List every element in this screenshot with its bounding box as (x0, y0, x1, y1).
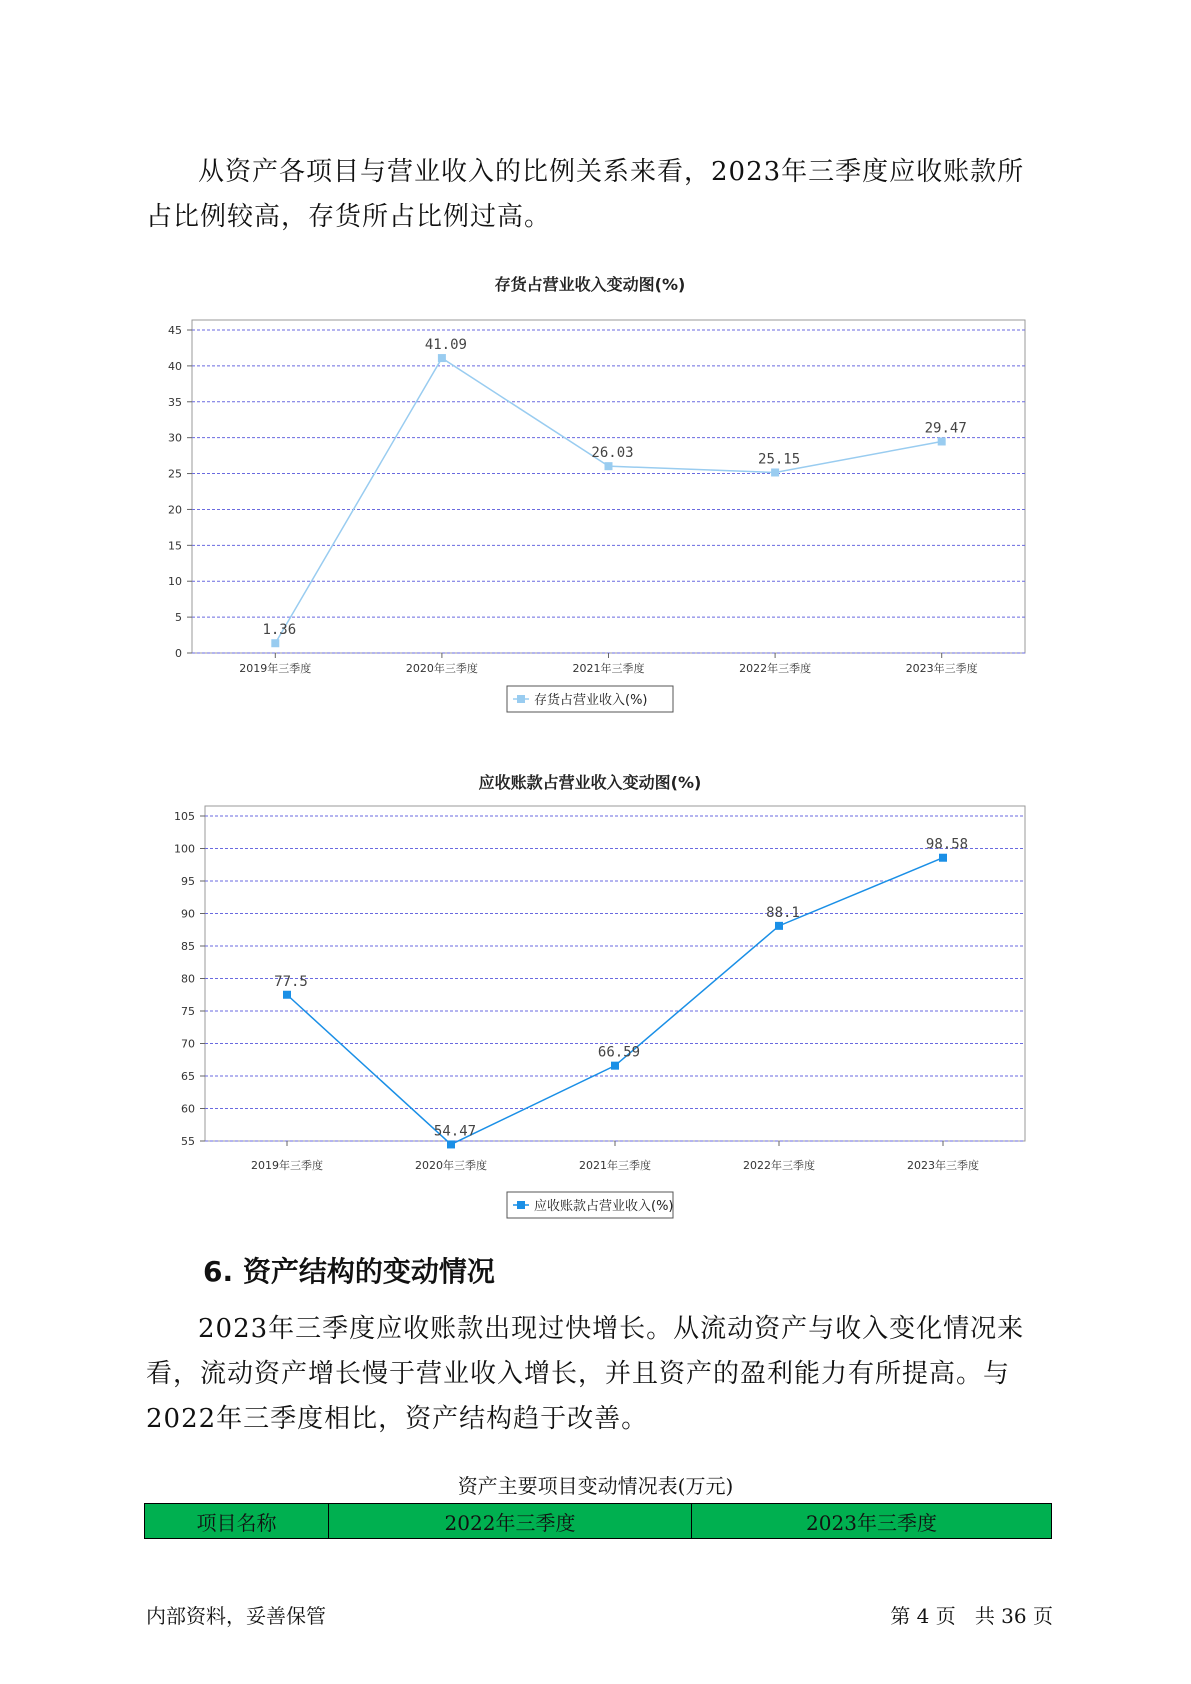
receivable-chart-svg (140, 768, 1040, 1228)
receivable-ytick-label: 55 (181, 1135, 195, 1148)
receivable-data-point (283, 991, 291, 999)
receivable-xtick-label: 2020年三季度 (415, 1159, 487, 1172)
inventory-ytick-label: 30 (168, 431, 182, 445)
inventory-data-point (605, 462, 613, 470)
inventory-chart-title: 存货占营业收入变动图(%) (494, 275, 686, 294)
header-2022q3: 2022年三季度 (329, 1504, 692, 1539)
receivable-chart (140, 768, 1040, 1228)
receivable-ytick-label: 80 (181, 972, 195, 986)
receivable-ytick-label: 75 (181, 1005, 195, 1018)
inventory-plot-area (192, 320, 1025, 653)
inventory-chart-svg (140, 268, 1040, 718)
footer-left: 内部资料，妥善保管 (146, 1604, 326, 1628)
inventory-ytick-label: 20 (168, 503, 182, 517)
inventory-ytick-label: 45 (168, 324, 182, 337)
header-2023q3: 2023年三季度 (692, 1504, 1052, 1539)
inventory-data-label: 25.15 (758, 451, 801, 468)
receivable-xtick-label: 2019年三季度 (251, 1159, 323, 1172)
receivable-xtick-label: 2022年三季度 (743, 1159, 815, 1172)
inventory-data-label: 41.09 (424, 337, 467, 354)
receivable-data-label: 54.47 (433, 1123, 477, 1140)
inventory-ytick-label: 0 (175, 647, 182, 660)
receivable-ytick-label: 100 (174, 842, 195, 856)
inventory-xtick-label: 2023年三季度 (905, 662, 978, 675)
header-item-name: 项目名称 (145, 1504, 329, 1539)
receivable-ytick-label: 65 (181, 1070, 195, 1083)
inventory-data-label: 29.47 (924, 420, 967, 437)
receivable-data-label: 98.58 (925, 836, 969, 853)
inventory-data-point (438, 354, 446, 362)
asset-table (144, 1503, 1052, 1539)
inventory-xtick-label: 2022年三季度 (739, 662, 812, 675)
receivable-xtick-label: 2023年三季度 (907, 1159, 979, 1172)
receivable-ytick-label: 105 (174, 810, 195, 823)
receivable-data-label: 88.1 (766, 904, 800, 921)
inventory-legend-marker (517, 695, 525, 703)
receivable-data-point (775, 922, 783, 930)
receivable-data-point (939, 854, 947, 862)
receivable-data-point (447, 1140, 455, 1148)
receivable-ytick-label: 90 (181, 907, 195, 921)
inventory-xtick-label: 2020年三季度 (405, 662, 478, 675)
inventory-data-label: 26.03 (591, 445, 634, 462)
receivable-data-point (611, 1062, 619, 1070)
intro-paragraph: 从资产各项目与营业收入的比例关系来看，2023年三季度应收账款所占比例较高，存货所占比例过高。 (146, 157, 1025, 232)
receivable-plot-area (205, 806, 1025, 1141)
inventory-data-point (771, 468, 779, 476)
receivable-legend-marker (517, 1201, 525, 1209)
section-paragraph: 2023年三季度应收账款出现过快增长。从流动资产与收入变化情况来看，流动资产增长慢于营业收入增长，并且资产的盈利能力有所提高。与2022年三季度相比，资产结构趋于改善。 (146, 1314, 1025, 1434)
inventory-legend-label: 存货占营业收入(%) (534, 693, 648, 708)
inventory-ytick-label: 40 (168, 359, 182, 373)
receivable-data-label: 77.5 (274, 973, 308, 990)
inventory-xtick-label: 2019年三季度 (239, 662, 312, 675)
inventory-data-point (938, 437, 946, 445)
section-heading: 6. 资产结构的变动情况 (203, 1255, 495, 1288)
table-header-row (145, 1504, 1052, 1539)
inventory-data-label: 1.36 (262, 622, 297, 639)
receivable-ytick-label: 95 (181, 875, 195, 888)
inventory-ytick-label: 10 (168, 575, 182, 589)
receivable-ytick-label: 85 (181, 940, 195, 953)
receivable-ytick-label: 70 (181, 1037, 195, 1051)
inventory-chart (140, 268, 1040, 718)
inventory-data-point (271, 639, 279, 647)
receivable-legend-label: 应收账款占营业收入(%) (534, 1199, 674, 1214)
inventory-ytick-label: 5 (175, 611, 182, 625)
footer-page-number: 第 4 页 共 36 页 (890, 1604, 1053, 1628)
inventory-ytick-label: 15 (168, 539, 182, 553)
receivable-data-label: 66.59 (597, 1044, 641, 1061)
receivable-ytick-label: 60 (181, 1102, 195, 1116)
inventory-ytick-label: 25 (168, 467, 182, 481)
receivable-chart-title: 应收账款占营业收入变动图(%) (478, 773, 702, 792)
receivable-xtick-label: 2021年三季度 (579, 1159, 651, 1172)
inventory-ytick-label: 35 (168, 395, 182, 409)
inventory-xtick-label: 2021年三季度 (572, 662, 645, 675)
table-caption: 资产主要项目变动情况表(万元) (457, 1474, 734, 1498)
